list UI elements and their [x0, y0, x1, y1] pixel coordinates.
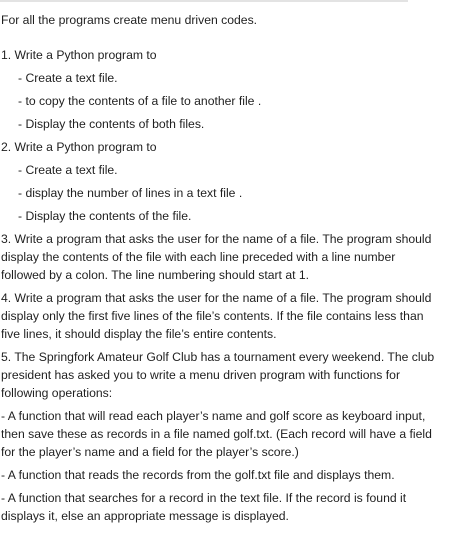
- operation-line: - A function that searches for a record in the text file. If the record is found it: [1, 491, 407, 505]
- question-2: [1, 138, 405, 225]
- question-5-operation: [1, 466, 405, 484]
- question-4-line: five lines, it should display the file’s entire contents.: [1, 327, 277, 341]
- operation-line: then save these as records in a file named golf.txt. (Each record will have a field: [1, 427, 432, 441]
- question-3-line: followed by a colon. The line numbering should start at 1.: [1, 268, 310, 282]
- question-2-item: - display the number of lines in a text file .: [18, 186, 243, 200]
- question-3-line: display the contents of the file with each line preceded with a line number: [1, 250, 396, 264]
- question-3-line: 3. Write a program that asks the user for the name of a file. The program should: [1, 232, 432, 246]
- intro-text: For all the programs create menu driven codes.: [1, 13, 258, 27]
- question-5-operation: [1, 489, 405, 525]
- question-1-title: 1. Write a Python program to: [1, 48, 157, 62]
- question-5-operation: [1, 407, 432, 461]
- spacer: [1, 29, 405, 46]
- operation-line: - A function that will read each player’s name and golf score as keyboard input,: [1, 409, 426, 423]
- question-1-item: - Create a text file.: [18, 71, 118, 85]
- question-2-item: - Create a text file.: [18, 163, 118, 177]
- question-4-line: display only the first five lines of the file’s contents. If the file contains less than: [1, 309, 424, 323]
- question-1-item: - Display the contents of both files.: [18, 117, 205, 131]
- question-1-item: - to copy the contents of a file to another file .: [18, 94, 262, 108]
- top-divider: [0, 0, 408, 2]
- operation-line: for the player’s name and a field for the player’s score.): [1, 445, 299, 459]
- operation-line: - A function that reads the records from the golf.txt file and displays them.: [1, 468, 395, 482]
- question-5-line: 5. The Springfork Amateur Golf Club has a tournament every weekend. The club: [1, 350, 435, 364]
- question-5-line: president has asked you to write a menu driven program with functions for: [1, 368, 401, 382]
- question-2-title: 2. Write a Python program to: [1, 140, 157, 154]
- question-3: [1, 230, 432, 284]
- question-5: [1, 348, 435, 402]
- question-2-item: - Display the contents of the file.: [18, 209, 192, 223]
- question-4-line: 4. Write a program that asks the user for the name of a file. The program should: [1, 291, 432, 305]
- operation-line: displays it, else an appropriate message is displayed.: [1, 509, 289, 523]
- question-5-line: following operations:: [1, 386, 113, 400]
- question-1: [1, 46, 405, 133]
- assignment-document: [1, 11, 435, 525]
- question-4: [1, 289, 432, 343]
